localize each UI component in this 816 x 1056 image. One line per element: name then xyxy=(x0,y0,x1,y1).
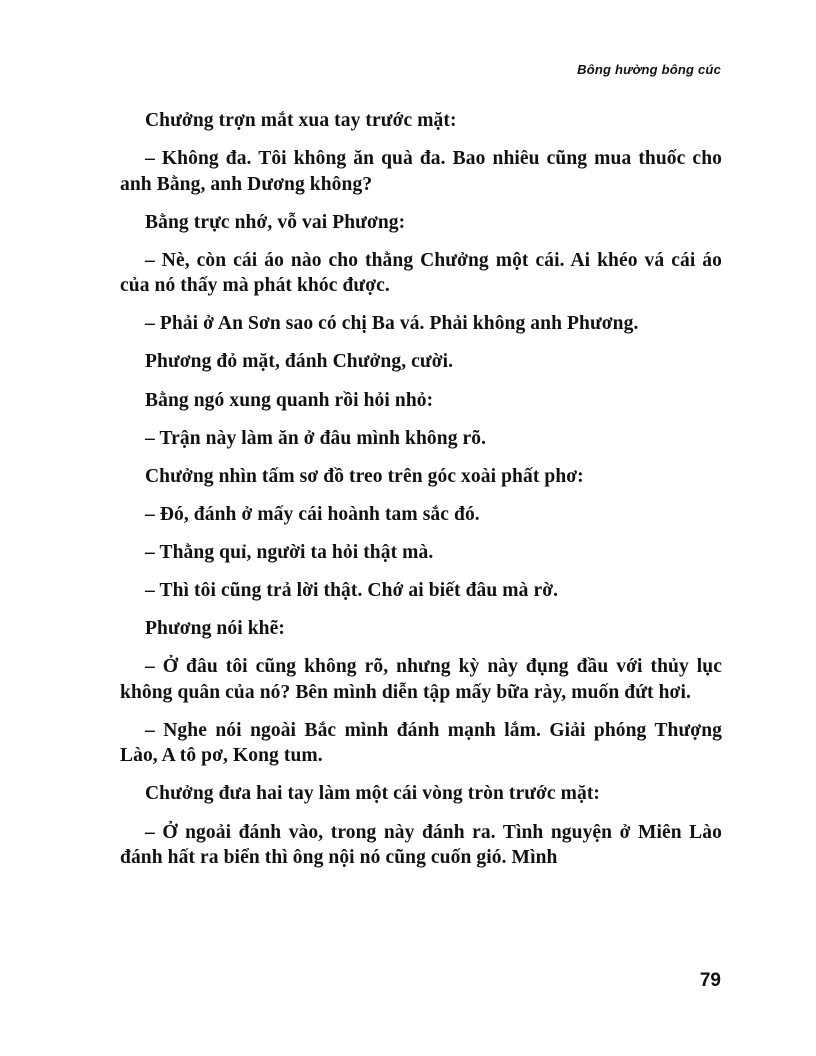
paragraph: Chưởng nhìn tấm sơ đồ treo trên góc xoài phất phơ: xyxy=(145,465,584,487)
paragraph: Phương đỏ mặt, đánh Chưởng, cười. xyxy=(145,351,454,373)
paragraph: – Phải ở An Sơn sao có chị Ba vá. Phải không anh Phương. xyxy=(145,313,639,335)
paragraph: – Nghe nói ngoài Bắc mình đánh mạnh lắm. Giải phóng Thượng Lào, A tô pơ, Kong tum. xyxy=(120,719,722,767)
paragraph: – Không đa. Tôi không ăn quà đa. Bao nhiêu cũng mua thuốc cho anh Bằng, anh Dương không? xyxy=(120,148,722,195)
text-body xyxy=(120,108,722,883)
running-header: Bông hường bông cúc xyxy=(577,62,721,77)
page-number: 79 xyxy=(699,970,721,991)
paragraph: – Đó, đánh ở mấy cái hoành tam sắc đó. xyxy=(145,503,480,525)
paragraph: Chưởng đưa hai tay làm một cái vòng tròn trước mặt: xyxy=(145,783,601,805)
paragraph: – Thằng quỉ, người ta hỏi thật mà. xyxy=(145,541,434,563)
paragraph: Phương nói khẽ: xyxy=(145,618,285,640)
paragraph: – Trận này làm ăn ở đâu mình không rõ. xyxy=(145,427,487,449)
paragraph: – Nè, còn cái áo nào cho thằng Chưởng một cái. Ai khéo vá cái áo của nó thấy mà phát khóc được. xyxy=(120,249,722,297)
paragraph: Bằng ngó xung quanh rồi hỏi nhỏ: xyxy=(145,389,434,411)
paragraph: Bằng trực nhớ, vỗ vai Phương: xyxy=(145,211,406,233)
paragraph: – Ở đâu tôi cũng không rõ, nhưng kỳ này đụng đầu với thủy lục không quân của nó? Bên mình diễn tập mấy bữa rày, muốn đứt hơi. xyxy=(120,656,722,703)
paragraph: – Ở ngoải đánh vào, trong này đánh ra. Tình nguyện ở Miên Lào đánh hất ra biển thì ông nội nó cũng cuốn gió. Mình xyxy=(120,821,722,868)
paragraph: Chưởng trợn mắt xua tay trước mặt: xyxy=(145,110,457,131)
paragraph: – Thì tôi cũng trả lời thật. Chớ ai biết đâu mà rờ. xyxy=(145,580,559,602)
